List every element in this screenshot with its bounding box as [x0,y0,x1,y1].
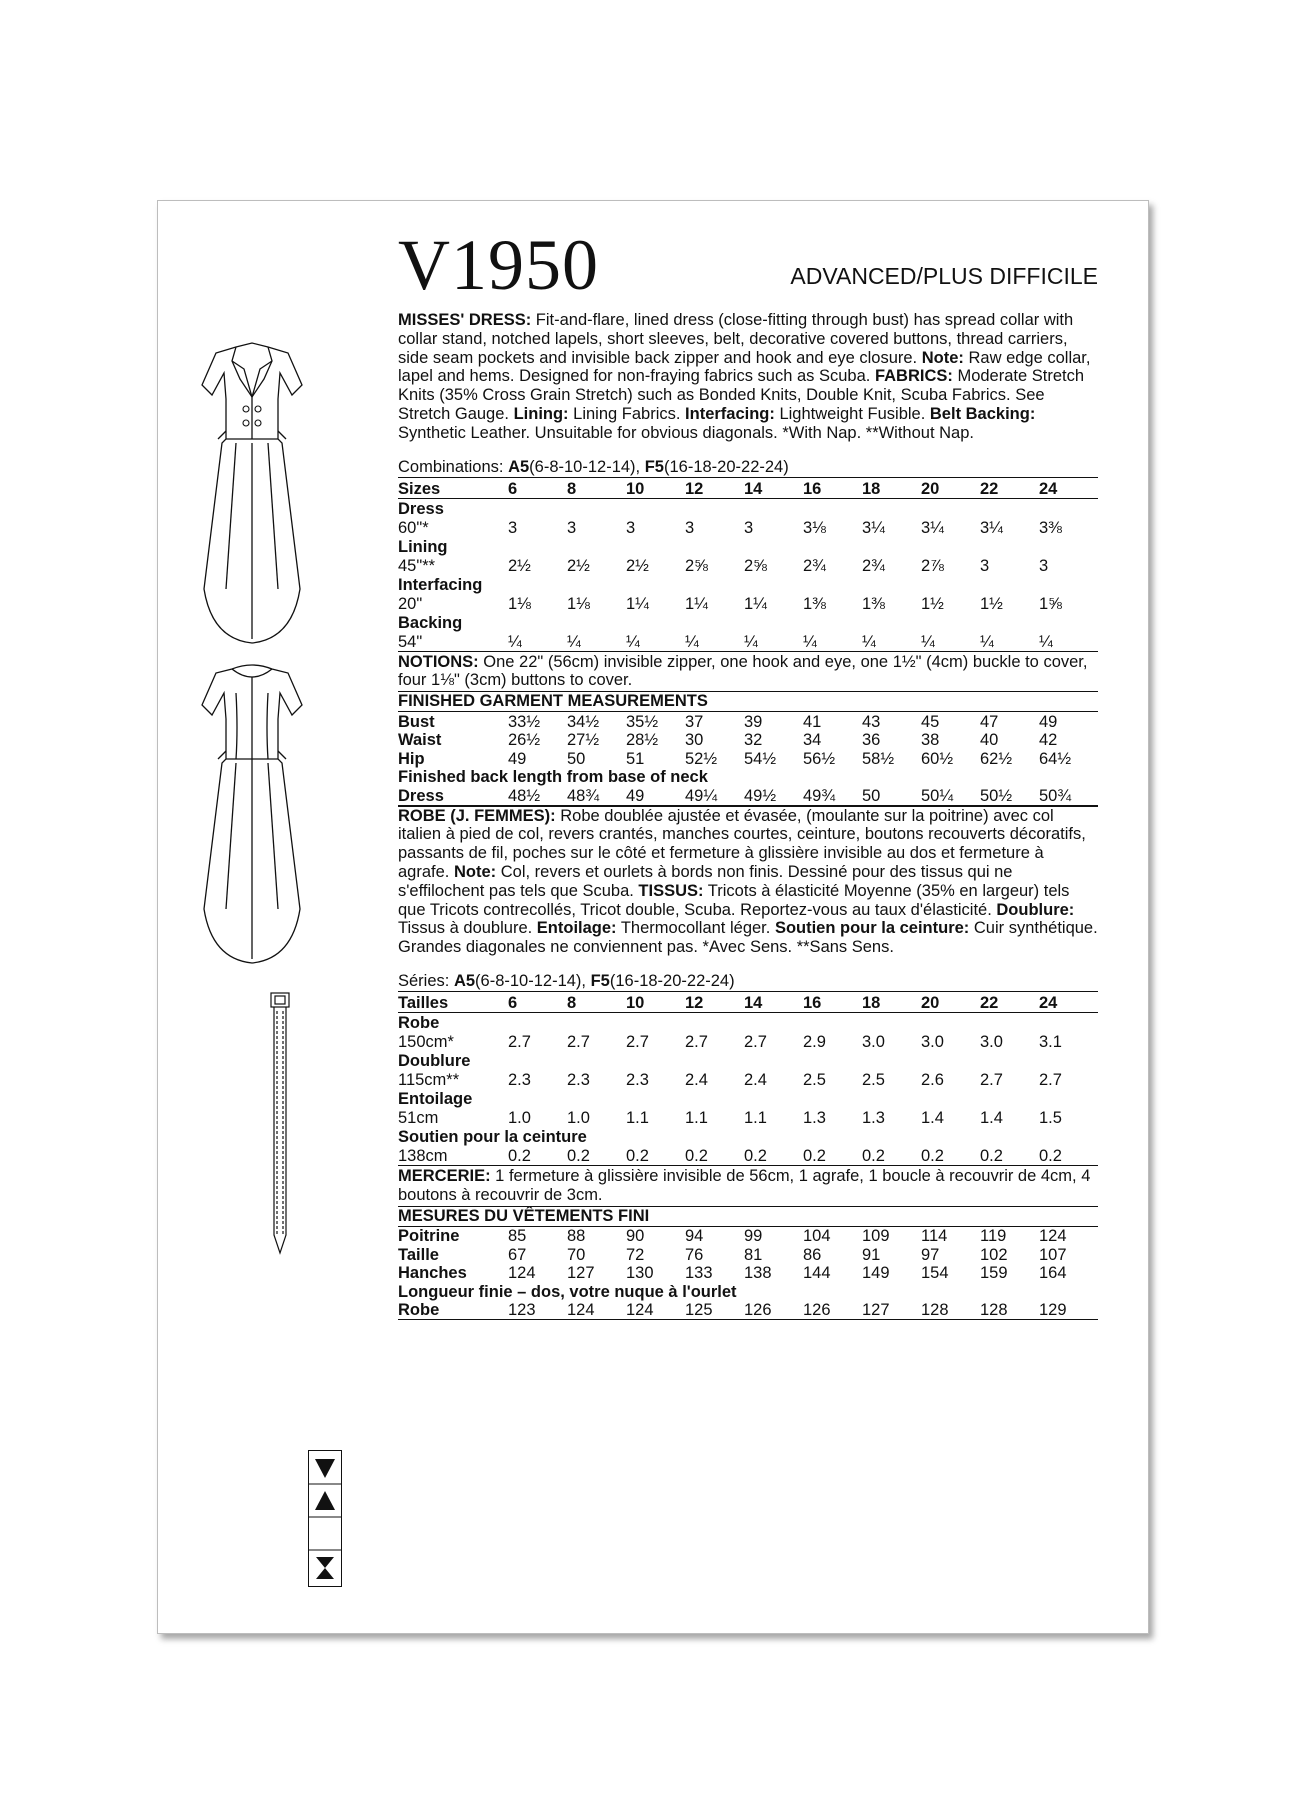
amount-cell: ¼ [921,632,980,652]
notions [398,652,1098,693]
back-length-title: Finished back length from base of neck [398,768,708,787]
notch-symbols [308,1450,342,1587]
measurement-cell: 50 [567,749,586,768]
measurement-cell: 133 [685,1264,713,1283]
measurement-cell: 149 [862,1264,890,1283]
fabric-name-row [398,537,1098,556]
desc-text: Lining Fabrics. [568,404,686,423]
desc-text: Cuir synthétique. Grandes diagonales ne conviennent pas. *Avec Sens. **Sans Sens. [398,919,1098,957]
desc-label: ROBE (J. FEMMES): [398,806,556,825]
fabric-width: 60"* [398,518,429,537]
size-header-cell: 14 [744,478,803,499]
measurement-cell: 88 [567,1227,586,1246]
amount-cell: 2.7 [744,1033,767,1052]
sizes-header-label: Sizes [398,478,508,499]
amount-cell: 2½ [508,556,531,575]
measurement-cell: 39 [744,712,763,731]
measurement-cell: 36 [862,731,881,750]
amount-cell: 2.7 [980,1071,1003,1090]
measurement-label: Hip [398,749,425,768]
back-length-row [398,786,1098,805]
back-length-cell: 124 [626,1301,685,1320]
desc-text: Tissus à doublure. [398,919,537,938]
back-length-cell: 48½ [508,786,567,805]
amount-cell: 3.0 [980,1033,1003,1052]
fabric-amount-row [398,518,1098,537]
amount-cell: 1⅛ [508,594,531,613]
amount-cell: 2.7 [685,1033,708,1052]
measurement-cell: 90 [626,1227,645,1246]
back-length-cell: 50¼ [921,786,980,805]
amount-cell: ¼ [862,632,921,652]
measurement-cell: 34 [803,731,822,750]
amount-cell: 2.5 [862,1071,885,1090]
amount-cell: 2½ [626,556,649,575]
dress-front-sketch [196,339,308,649]
desc-text: Thermocollant léger. [616,919,775,938]
size-header-cell: 16 [803,992,862,1013]
amount-cell: 0.2 [685,1146,744,1166]
back-length-cell: 128 [921,1301,980,1320]
pattern-envelope-back [157,200,1149,1634]
amount-cell: 1¼ [744,594,767,613]
desc-label: Doublure: [996,900,1075,919]
fabric-width: 150cm* [398,1033,454,1052]
back-length-cell: 50 [862,786,921,805]
fabric-name: Entoilage [398,1090,473,1109]
combinations-line [398,457,1098,478]
amount-cell: 2⅞ [921,556,944,575]
amount-cell: 2¾ [862,556,885,575]
amount-cell: 3.0 [862,1033,885,1052]
measurement-cell: 42 [1039,731,1058,750]
amount-cell: 1.4 [980,1109,1003,1128]
amount-cell: 2.7 [508,1033,531,1052]
fabric-name-row [398,498,1098,518]
size-header-cell: 6 [508,478,567,499]
finished-measurements-title: FINISHED GARMENT MEASUREMENTS [398,692,1098,712]
amount-cell: 3 [567,518,577,537]
measurement-row [398,1264,1098,1283]
back-length-cell: 50¾ [1039,786,1098,805]
series-prefix: Séries: [398,972,454,991]
measurement-cell: 86 [803,1245,822,1264]
measurement-label: Bust [398,712,435,731]
amount-cell: 1.1 [685,1109,708,1128]
measurement-cell: 81 [744,1245,763,1264]
measurement-cell: 60½ [921,749,954,768]
measurement-cell: 30 [685,731,704,750]
measurement-cell: 70 [567,1245,586,1264]
series-line [398,971,1098,992]
back-length-cell: 49 [626,786,685,805]
fabric-width: 20" [398,594,423,613]
amount-cell: 3¼ [862,518,885,537]
measurement-cell: 49 [1039,712,1058,731]
amount-cell: 2½ [567,556,590,575]
measurement-cell: 32 [744,731,763,750]
amount-cell: 1.0 [567,1109,590,1128]
measurement-cell: 164 [1039,1264,1067,1283]
fabric-amount-row [398,1070,1098,1089]
fabric-name-row [398,1013,1098,1033]
yardage-header-row [398,478,1098,499]
measurement-cell: 38 [921,731,940,750]
fabric-width: 115cm** [398,1071,460,1090]
amount-cell: 1.4 [921,1109,944,1128]
amount-cell: 3 [508,518,518,537]
measurement-cell: 28½ [626,731,659,750]
back-length-cell: 127 [862,1301,921,1320]
fabric-name-row [398,1127,1098,1146]
desc-label: Interfacing: [685,404,775,423]
notions-label: NOTIONS: [398,652,479,671]
measurement-cell: 127 [567,1264,595,1283]
measurement-cell: 64½ [1039,749,1072,768]
back-length-title-row [398,768,1098,787]
size-header-cell: 10 [626,478,685,499]
amount-cell: 2.7 [1039,1071,1062,1090]
measurement-cell: 159 [980,1264,1008,1283]
amount-cell: ¼ [744,632,803,652]
amount-cell: 2.5 [803,1071,826,1090]
amount-cell: ¼ [567,632,626,652]
dress-back-sketch [196,659,308,969]
back-length-cell: 129 [1039,1301,1098,1320]
amount-cell: 1⅜ [862,594,885,613]
amount-cell: 1½ [980,594,1003,613]
amount-cell: 0.2 [803,1146,862,1166]
amount-cell: 2.6 [921,1071,944,1090]
size-header-cell: 24 [1039,992,1098,1013]
fabric-name-row [398,575,1098,594]
measurement-cell: 85 [508,1227,527,1246]
amount-cell: 2.4 [744,1071,767,1090]
measurement-cell: 124 [1039,1227,1067,1246]
measurement-label: Waist [398,731,442,750]
measurement-cell: 109 [862,1227,890,1246]
amount-cell: ¼ [1039,632,1098,652]
measurement-cell: 40 [980,731,999,750]
measurement-cell: 72 [626,1245,645,1264]
amount-cell: 2.3 [626,1071,649,1090]
desc-text: Robe doublée ajustée et évasée, (moulante sur la poitrine) avec col italien à pied de col, revers crantés, manches courtes, ceinture, boutons recouverts décoratifs, passants de fil, poches sur le côté et fermeture à glissière invisible au dos et fermeture à agrafe. [398,806,1086,882]
desc-text: Lightweight Fusible. [774,404,930,423]
size-header-cell: 6 [508,992,567,1013]
combo-a5: A5 [508,457,530,476]
back-length-cell: 125 [685,1301,744,1320]
amount-cell: 1⅜ [803,594,826,613]
amount-cell: 3.0 [921,1033,944,1052]
fabric-width: 54" [398,632,508,652]
back-length-row [398,1301,1098,1320]
amount-cell: 2⅝ [744,556,767,575]
size-header-cell: 8 [567,992,626,1013]
desc-label: Note: [453,863,497,882]
back-length-label: Robe [398,1301,508,1320]
amount-cell: 1½ [921,594,944,613]
measurement-cell: 54½ [744,749,777,768]
amount-cell: 0.2 [980,1146,1039,1166]
measurement-cell: 41 [803,712,822,731]
amount-cell: 1¼ [626,594,649,613]
fabric-name: Soutien pour la ceinture [398,1128,587,1147]
amount-cell: 1⅝ [1039,594,1062,613]
fabric-name-row [398,1089,1098,1108]
measurement-cell: 99 [744,1227,763,1246]
size-header-cell: 20 [921,992,980,1013]
mercerie-text: 1 fermeture à glissière invisible de 56cm, 1 agrafe, 1 boucle à recouvrir de 4cm, 4 boutons à recouvrir de 3cm. [398,1167,1091,1204]
back-length-cell: 49¼ [685,786,744,805]
back-length-cell: 49½ [744,786,803,805]
measurement-cell: 34½ [567,712,600,731]
amount-cell: 3 [744,518,754,537]
yardage-table [398,478,1098,652]
pattern-number: V1950 [398,225,599,305]
amount-cell: 0.2 [921,1146,980,1166]
measurement-cell: 107 [1039,1245,1067,1264]
fabric-amount-row [398,556,1098,575]
amount-cell: 2.4 [685,1071,708,1090]
belt-sketch [268,991,292,1255]
combo-f5: F5 [644,457,664,476]
amount-cell: ¼ [508,632,567,652]
series-a5-sizes: (6-8-10-12-14), [475,972,591,991]
fabric-amount-row [398,1108,1098,1127]
desc-text: Tricots à élasticité Moyenne (35% en largeur) tels que Tricots contrecollés, Tricot double, Scuba. Reportez-vous au taux d'élasticité. [398,881,1070,919]
size-header-cell: 24 [1039,478,1098,499]
hourglass-icon [316,1557,334,1579]
desc-label: Note: [921,348,964,367]
finished-measurements-table [398,712,1098,806]
desc-label: Soutien pour la ceinture: [774,919,970,938]
desc-label: MISSES' DRESS: [398,311,532,329]
amount-cell: 0.2 [1039,1146,1098,1166]
size-header-cell: 20 [921,478,980,499]
amount-cell: 2.9 [803,1033,826,1052]
series-a5: A5 [453,972,476,991]
measurement-cell: 130 [626,1264,654,1283]
measurement-row [398,749,1098,768]
measurement-cell: 26½ [508,731,541,750]
measurement-cell: 45 [921,712,940,731]
sizes-header-label: Tailles [398,992,508,1013]
amount-cell: 1¼ [685,594,708,613]
size-header-cell: 22 [980,992,1039,1013]
amount-cell: 3 [1039,556,1049,575]
back-length-cell: 126 [744,1301,803,1320]
desc-text: Synthetic Leather. Unsuitable for obvious diagonals. *With Nap. **Without Nap. [398,423,974,442]
amount-cell: 3.1 [1039,1033,1062,1052]
measurement-cell: 91 [862,1245,881,1264]
back-length-title: Longueur finie – dos, votre nuque à l'ourlet [398,1282,737,1301]
measurement-cell: 51 [626,749,645,768]
amount-cell: 0.2 [626,1146,685,1166]
combo-f5-sizes: (16-18-20-22-24) [663,457,789,476]
amount-cell: 1.3 [862,1109,885,1128]
triangle-down-icon [315,1459,335,1478]
fabric-name: Robe [398,1014,440,1033]
fabric-width: 138cm [398,1146,508,1166]
pattern-info [398,311,1098,1320]
series-f5: F5 [590,972,610,991]
measurement-cell: 154 [921,1264,949,1283]
fabric-width: 51cm [398,1109,439,1128]
mercerie-label: MERCERIE: [398,1167,491,1186]
amount-cell: ¼ [626,632,685,652]
amount-cell: 0.2 [508,1146,567,1166]
amount-cell: 1.1 [744,1109,767,1128]
back-length-cell: 123 [508,1301,567,1320]
desc-text: Raw edge collar, lapel and hems. Designed for non-fraying fabrics such as Scuba. [398,348,1091,386]
desc-label: FABRICS: [874,367,953,386]
measurement-cell: 76 [685,1245,704,1264]
mercerie [398,1166,1098,1207]
measurement-cell: 102 [980,1245,1008,1264]
fabric-name: Interfacing [398,575,483,594]
measurement-row [398,1245,1098,1264]
measurement-cell: 62½ [980,749,1013,768]
size-header-cell: 12 [685,992,744,1013]
fabric-amount-row [398,1146,1098,1166]
notions-text: One 22" (56cm) invisible zipper, one hook and eye, one 1½" (4cm) buckle to cover, four 1⅛" (3cm) buttons to cover. [398,652,1088,690]
measurement-label: Poitrine [398,1227,460,1246]
back-length-label: Dress [398,786,508,805]
amount-cell: 1.5 [1039,1109,1062,1128]
measurement-cell: 33½ [508,712,541,731]
fabric-name: Lining [398,537,448,556]
measurement-cell: 94 [685,1227,704,1246]
back-length-cell: 128 [980,1301,1039,1320]
series-f5-sizes: (16-18-20-22-24) [609,972,735,991]
amount-cell: 0.2 [744,1146,803,1166]
metrage-table [398,992,1098,1166]
back-length-cell: 50½ [980,786,1039,805]
measurement-row [398,731,1098,750]
measurement-cell: 37 [685,712,704,731]
amount-cell: 1⅛ [567,594,590,613]
difficulty-label: ADVANCED/PLUS DIFFICILE [790,263,1098,289]
triangle-up-icon [315,1491,335,1510]
combo-a5-sizes: (6-8-10-12-14), [529,457,645,476]
fabric-name-row [398,613,1098,632]
amount-cell: ¼ [803,632,862,652]
amount-cell: 3 [980,556,990,575]
amount-cell: 3¼ [980,518,1003,537]
desc-label: Lining: [513,404,569,423]
measurement-cell: 35½ [626,712,659,731]
mesures-table [398,1227,1098,1321]
size-header-cell: 12 [685,478,744,499]
english-description [398,311,1098,443]
amount-cell: 3 [685,518,695,537]
measurement-cell: 124 [508,1264,536,1283]
size-header-cell: 22 [980,478,1039,499]
measurement-row [398,1227,1098,1246]
back-length-title-row [398,1282,1098,1301]
amount-cell: 0.2 [567,1146,626,1166]
yardage-header-row [398,992,1098,1013]
amount-cell: 1.3 [803,1109,826,1128]
desc-label: Entoilage: [536,919,617,938]
desc-label: TISSUS: [638,881,704,900]
amount-cell: 2.7 [567,1033,590,1052]
amount-cell: 2.3 [567,1071,590,1090]
measurement-cell: 49 [508,749,527,768]
amount-cell: 3¼ [921,518,944,537]
fabric-name: Backing [398,613,463,632]
measurement-cell: 56½ [803,749,836,768]
back-length-cell: 49¾ [803,786,862,805]
back-length-cell: 126 [803,1301,862,1320]
size-header-cell: 18 [862,478,921,499]
measurement-cell: 114 [921,1227,948,1246]
measurement-cell: 58½ [862,749,895,768]
measurement-cell: 27½ [567,731,600,750]
size-header-cell: 14 [744,992,803,1013]
fabric-amount-row [398,594,1098,613]
measurement-row [398,712,1098,731]
amount-cell: 3⅜ [1039,518,1062,537]
measurement-cell: 47 [980,712,999,731]
measurement-cell: 97 [921,1245,940,1264]
notch-symbol-graphics [309,1451,341,1586]
back-length-cell: 124 [567,1301,626,1320]
fabric-amount-row [398,1032,1098,1051]
mesures-title: MESURES DU VÊTEMENTS FINI [398,1207,1098,1227]
fabric-name-row [398,1051,1098,1070]
measurement-cell: 67 [508,1245,527,1264]
amount-cell: 2¾ [803,556,826,575]
fabric-name: Dress [398,499,444,518]
size-header-cell: 16 [803,478,862,499]
fabric-width: 45"** [398,556,436,575]
amount-cell: 3 [626,518,636,537]
measurement-label: Taille [398,1245,439,1264]
measurement-cell: 119 [980,1227,1007,1246]
back-length-cell: 48¾ [567,786,626,805]
desc-label: Belt Backing: [929,404,1036,423]
combinations-prefix: Combinations: [398,457,509,476]
amount-cell: 1.0 [508,1109,531,1128]
amount-cell: 2.3 [508,1071,531,1090]
fabric-name: Doublure [398,1052,471,1071]
fabric-amount-row [398,632,1098,652]
measurement-cell: 144 [803,1264,831,1283]
measurement-cell: 43 [862,712,881,731]
amount-cell: 1.1 [626,1109,649,1128]
desc-text: Moderate Stretch Knits (35% Cross Grain Stretch) such as Bonded Knits, Double Knit, Scuba Fabrics. See Stretch Gauge. [398,367,1085,423]
measurement-cell: 52½ [685,749,718,768]
desc-text: Col, revers et ourlets à bords non finis. Dessiné pour des tissus qui ne s'effilochent pas tels que Scuba. [398,863,1013,900]
amount-cell: 2.7 [626,1033,649,1052]
size-header-cell: 18 [862,992,921,1013]
size-header-cell: 8 [567,478,626,499]
measurement-cell: 104 [803,1227,831,1246]
french-description [398,806,1098,957]
measurement-label: Hanches [398,1264,467,1283]
amount-cell: ¼ [685,632,744,652]
measurement-cell: 138 [744,1264,772,1283]
amount-cell: 0.2 [862,1146,921,1166]
desc-text: Fit-and-flare, lined dress (close-fitting through bust) has spread collar with collar stand, notched lapels, short sleeves, belt, decorative covered buttons, thread carriers, side seam pockets and invisible back zipper and hook and eye closure. [398,311,1074,367]
size-header-cell: 10 [626,992,685,1013]
amount-cell: 3⅛ [803,518,826,537]
amount-cell: ¼ [980,632,1039,652]
amount-cell: 2⅝ [685,556,708,575]
